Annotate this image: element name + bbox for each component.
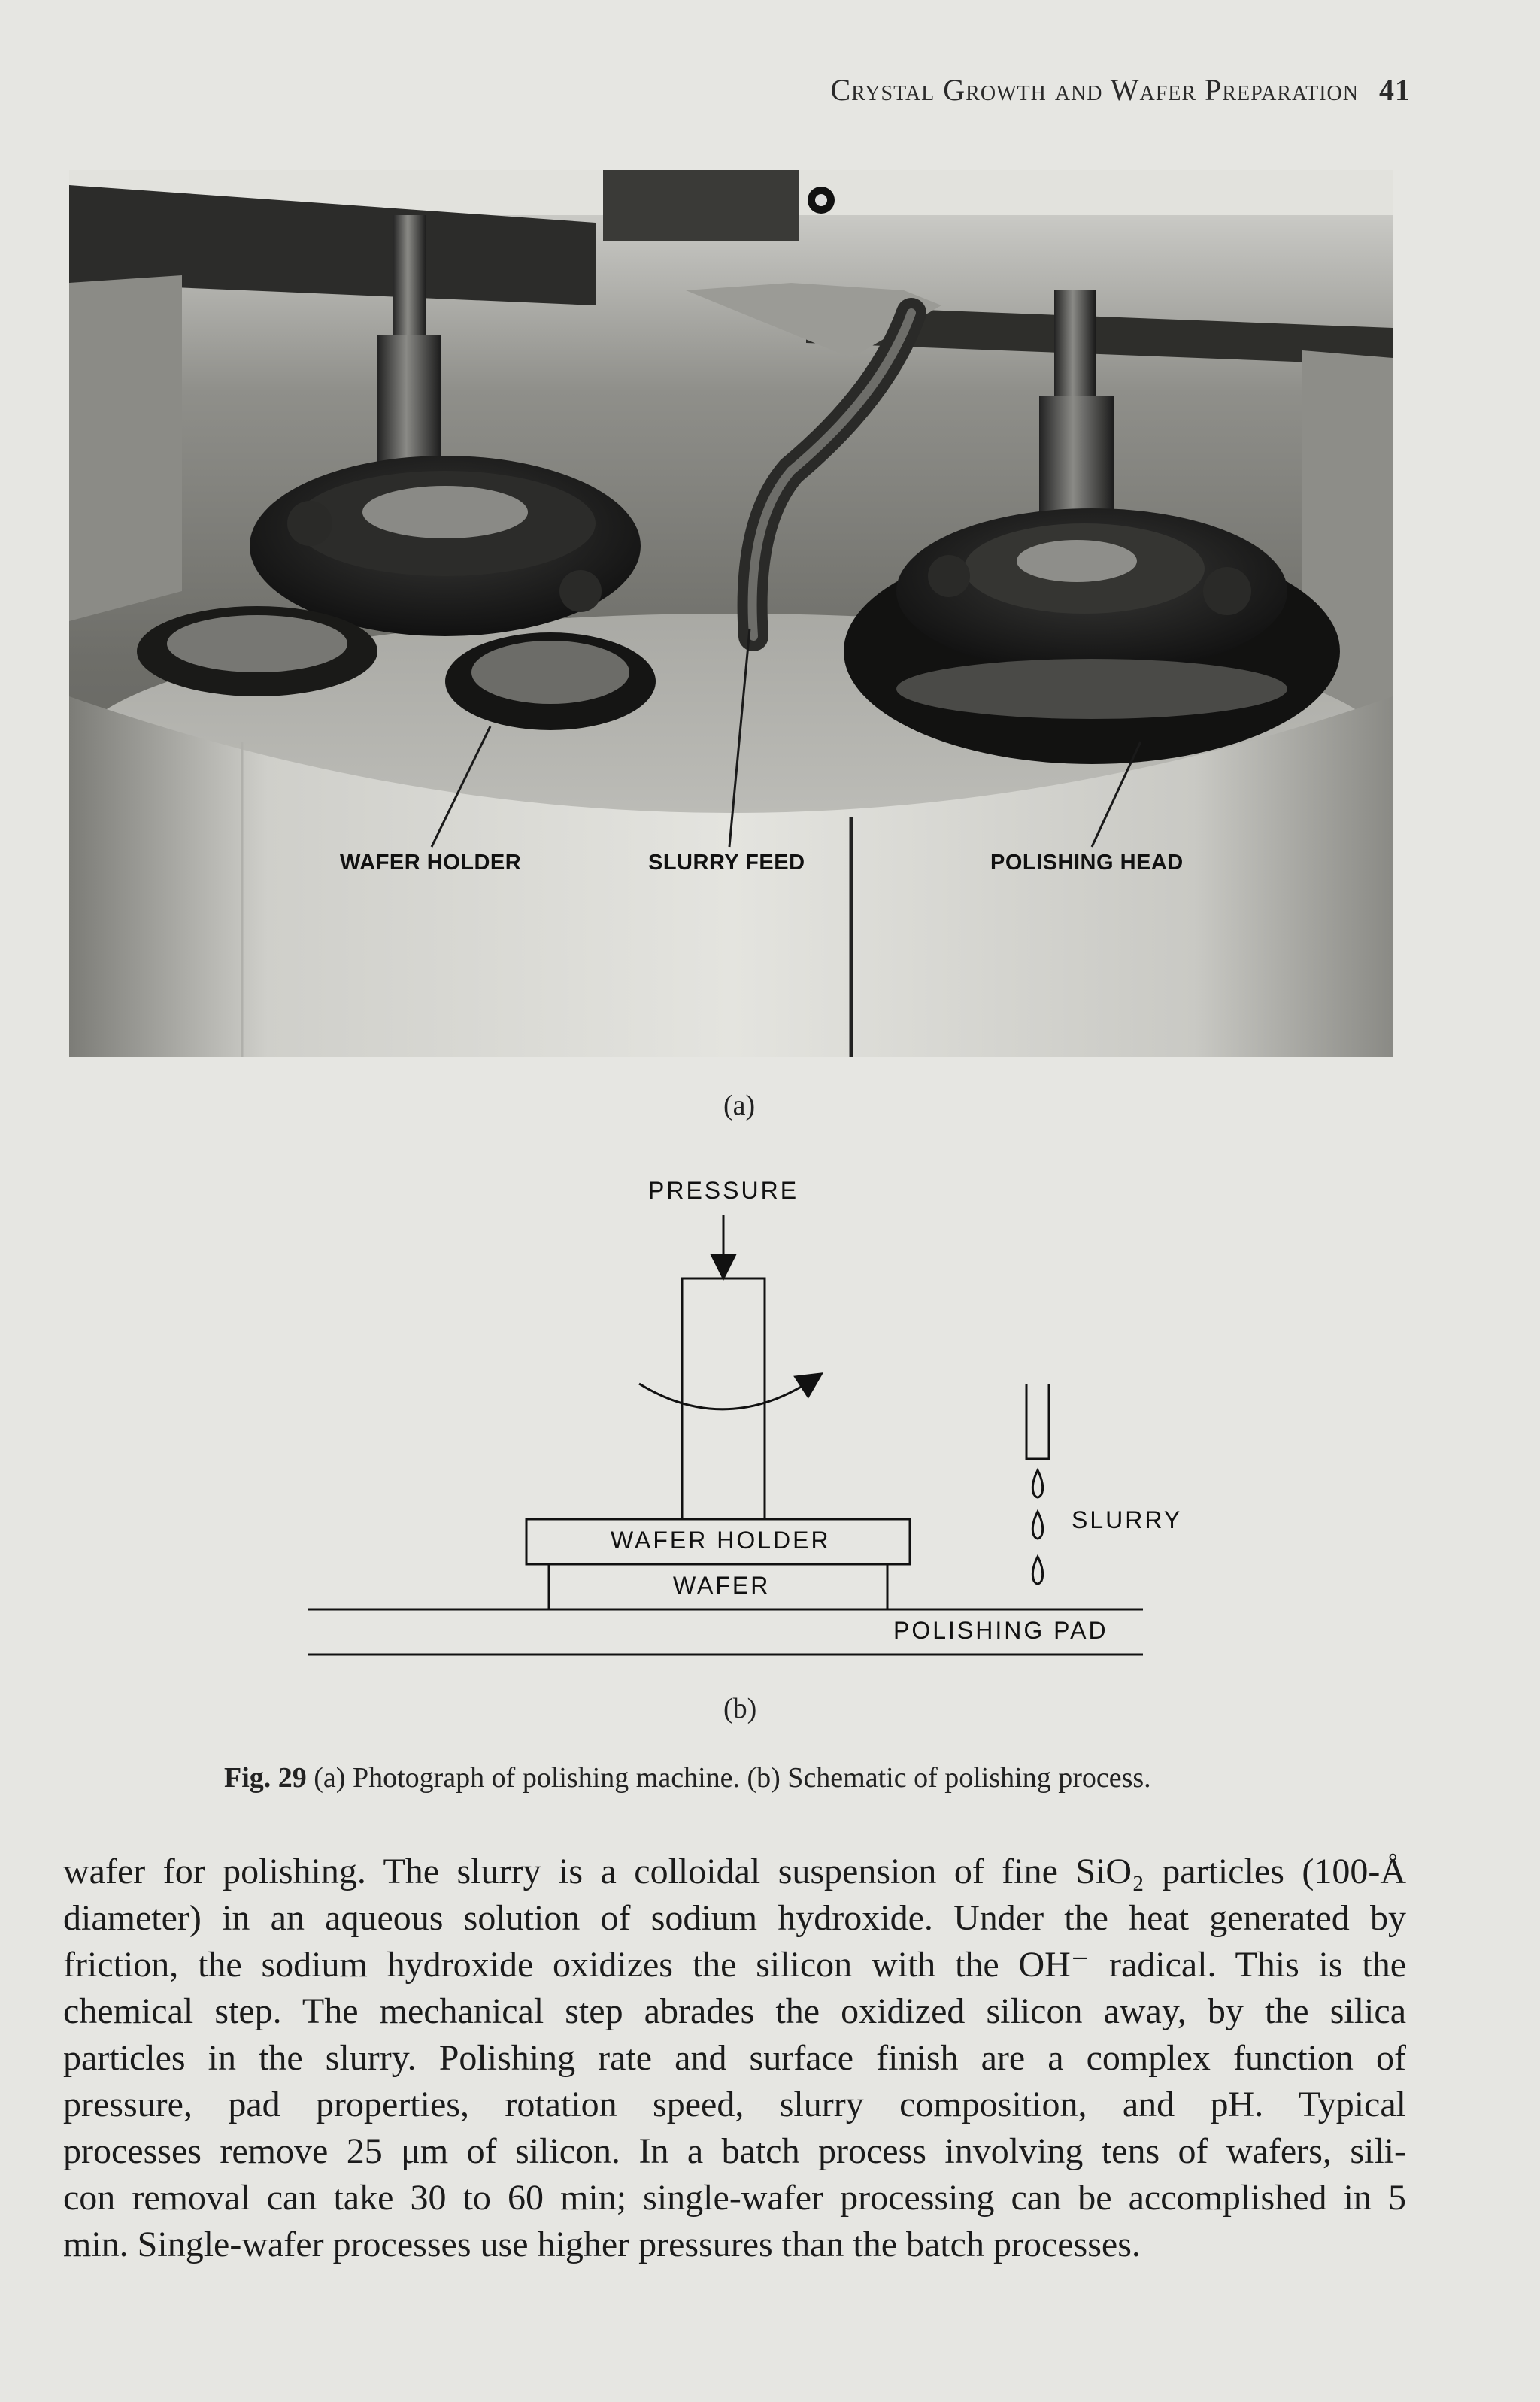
body-line: wafer for polishing. The slurry is a colloidal suspension of fine SiO₂ particles (100-Å [63,1852,1406,1891]
running-header [831,72,1411,108]
rotation-arrow [639,1380,812,1409]
body-line: particles in the slurry. Polishing rate and surface finish are a complex function of [63,2038,1406,2078]
body-line: chemical step. The mechanical step abrades the oxidized silicon away, by the silica [63,1991,1406,2031]
slurry-nozzle [1026,1384,1049,1459]
body-line: friction, the sodium hydroxide oxidizes the silicon with the OH⁻ radical. This is the [63,1945,1406,1985]
label-wafer: WAFER [673,1572,771,1599]
label-slurry: SLURRY [1072,1506,1183,1533]
body-line: con removal can take 30 to 60 min; single-wafer processing can be accomplished in 5 [63,2178,1406,2218]
running-header-title: Crystal Growth and Wafer Preparation [830,73,1359,107]
label-pressure: PRESSURE [648,1177,799,1204]
slurry-drop [1032,1470,1042,1497]
label-polishing-pad: POLISHING PAD [893,1617,1108,1644]
photo-label-polishing-head: POLISHING HEAD [990,851,1184,875]
body-line: processes remove 25 μm of silicon. In a batch process involving tens of wafers, sili- [63,2131,1406,2171]
page-number: 41 [1379,73,1411,107]
slurry-drop [1032,1557,1042,1584]
subcaption-b: (b) [723,1693,757,1724]
label-wafer-holder: WAFER HOLDER [611,1527,831,1554]
photo-label-slurry-feed: SLURRY FEED [648,851,805,875]
polishing-machine-photo [69,170,1393,1057]
body-line: min. Single-wafer processes use higher pressures than the batch processes. [63,2225,1141,2264]
figure-number: Fig. 29 [224,1762,307,1794]
subcaption-a: (a) [723,1090,756,1121]
figure-caption [224,1761,1151,1794]
holder-shaft [682,1278,765,1519]
photo-label-wafer-holder: WAFER HOLDER [340,851,522,875]
body-line: diameter) in an aqueous solution of sodium hydroxide. Under the heat generated by [63,1898,1406,1938]
photo-illustration [69,170,1393,1057]
slurry-drop [1032,1512,1042,1539]
body-paragraph [63,1849,1406,2268]
figure-caption-text: (a) Photograph of polishing machine. (b) Schematic of polishing process. [314,1762,1151,1794]
body-line: pressure, pad properties, rotation speed, slurry composition, and pH. Typical [63,2085,1406,2124]
polishing-schematic [286,1162,1218,1666]
